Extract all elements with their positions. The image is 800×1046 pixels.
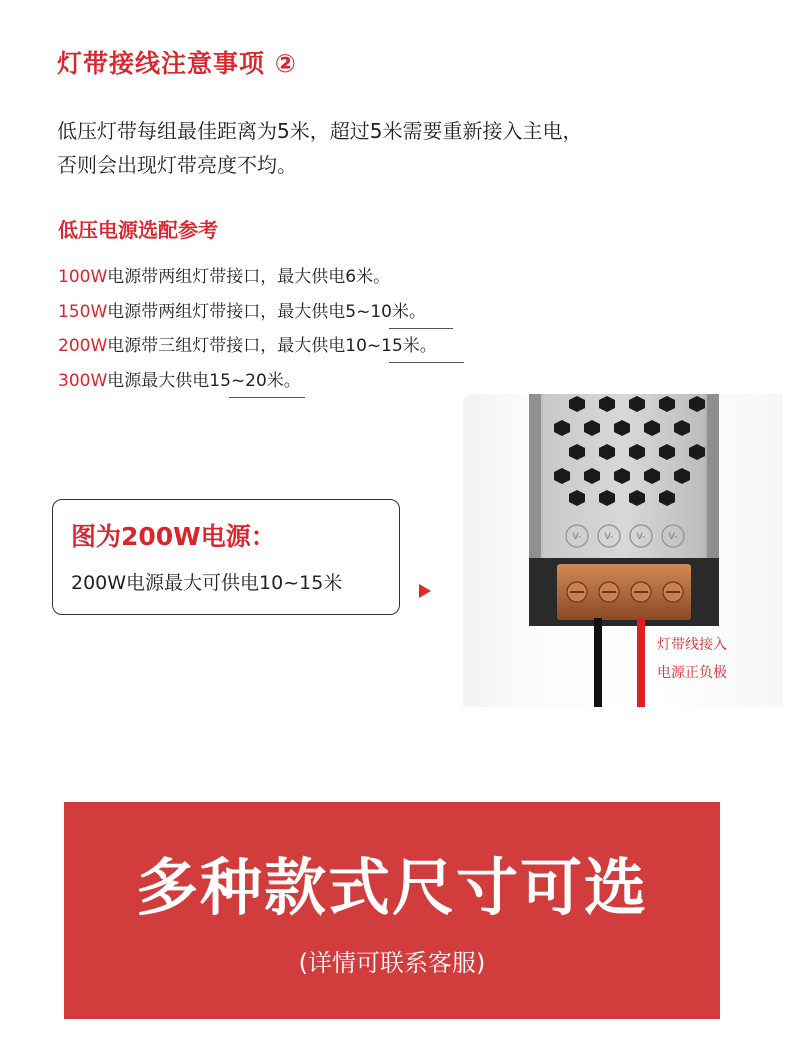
spec-wattage: 200W <box>58 336 108 356</box>
spec-description: 电源最大供电15~20米。 <box>107 370 301 391</box>
reference-title: 低压电源选配参考 <box>58 218 218 242</box>
list-item <box>58 260 437 295</box>
banner-subtitle: (详情可联系客服) <box>298 949 486 977</box>
terminal-label: V- <box>668 532 678 542</box>
list-item <box>58 295 437 330</box>
intro-line-1: 低压灯带每组最佳距离为5米，超过5米需要重新接入主电， <box>57 119 583 143</box>
wire-label-line-1: 灯带线接入 <box>657 637 727 653</box>
promo-banner <box>64 802 720 1019</box>
list-item <box>58 329 437 364</box>
terminal-label: V- <box>636 532 646 542</box>
intro-text <box>57 114 582 182</box>
list-item <box>58 364 437 399</box>
spec-description: 电源带两组灯带接口，最大供电5~10米。 <box>107 301 426 322</box>
wire-label-line-2: 电源正负极 <box>657 665 727 681</box>
spec-wattage: 100W <box>58 267 108 287</box>
spec-wattage: 150W <box>58 301 108 322</box>
power-supply-illustration <box>463 394 783 707</box>
page-title: 灯带接线注意事项 ② <box>57 49 297 78</box>
terminal-label: V- <box>604 532 614 542</box>
callout-text: 200W电源最大可供电10~15米 <box>71 572 343 594</box>
underline-mark <box>229 397 305 398</box>
callout-box <box>52 499 400 615</box>
spec-description: 电源带两组灯带接口，最大供电6米。 <box>107 267 391 287</box>
power-supply-photo <box>463 394 783 707</box>
arrow-right-icon <box>419 584 431 598</box>
intro-line-2: 否则会出现灯带亮度不均。 <box>57 153 297 177</box>
callout-title: 图为200W电源： <box>71 522 276 551</box>
reference-list <box>58 260 437 398</box>
banner-title: 多种款式尺寸可选 <box>135 851 648 924</box>
spec-wattage: 300W <box>58 370 108 391</box>
positive-wire <box>637 618 645 707</box>
negative-wire <box>594 618 602 707</box>
spec-description: 电源带三组灯带接口，最大供电10~15米。 <box>107 336 437 356</box>
terminal-label: V- <box>572 532 582 542</box>
